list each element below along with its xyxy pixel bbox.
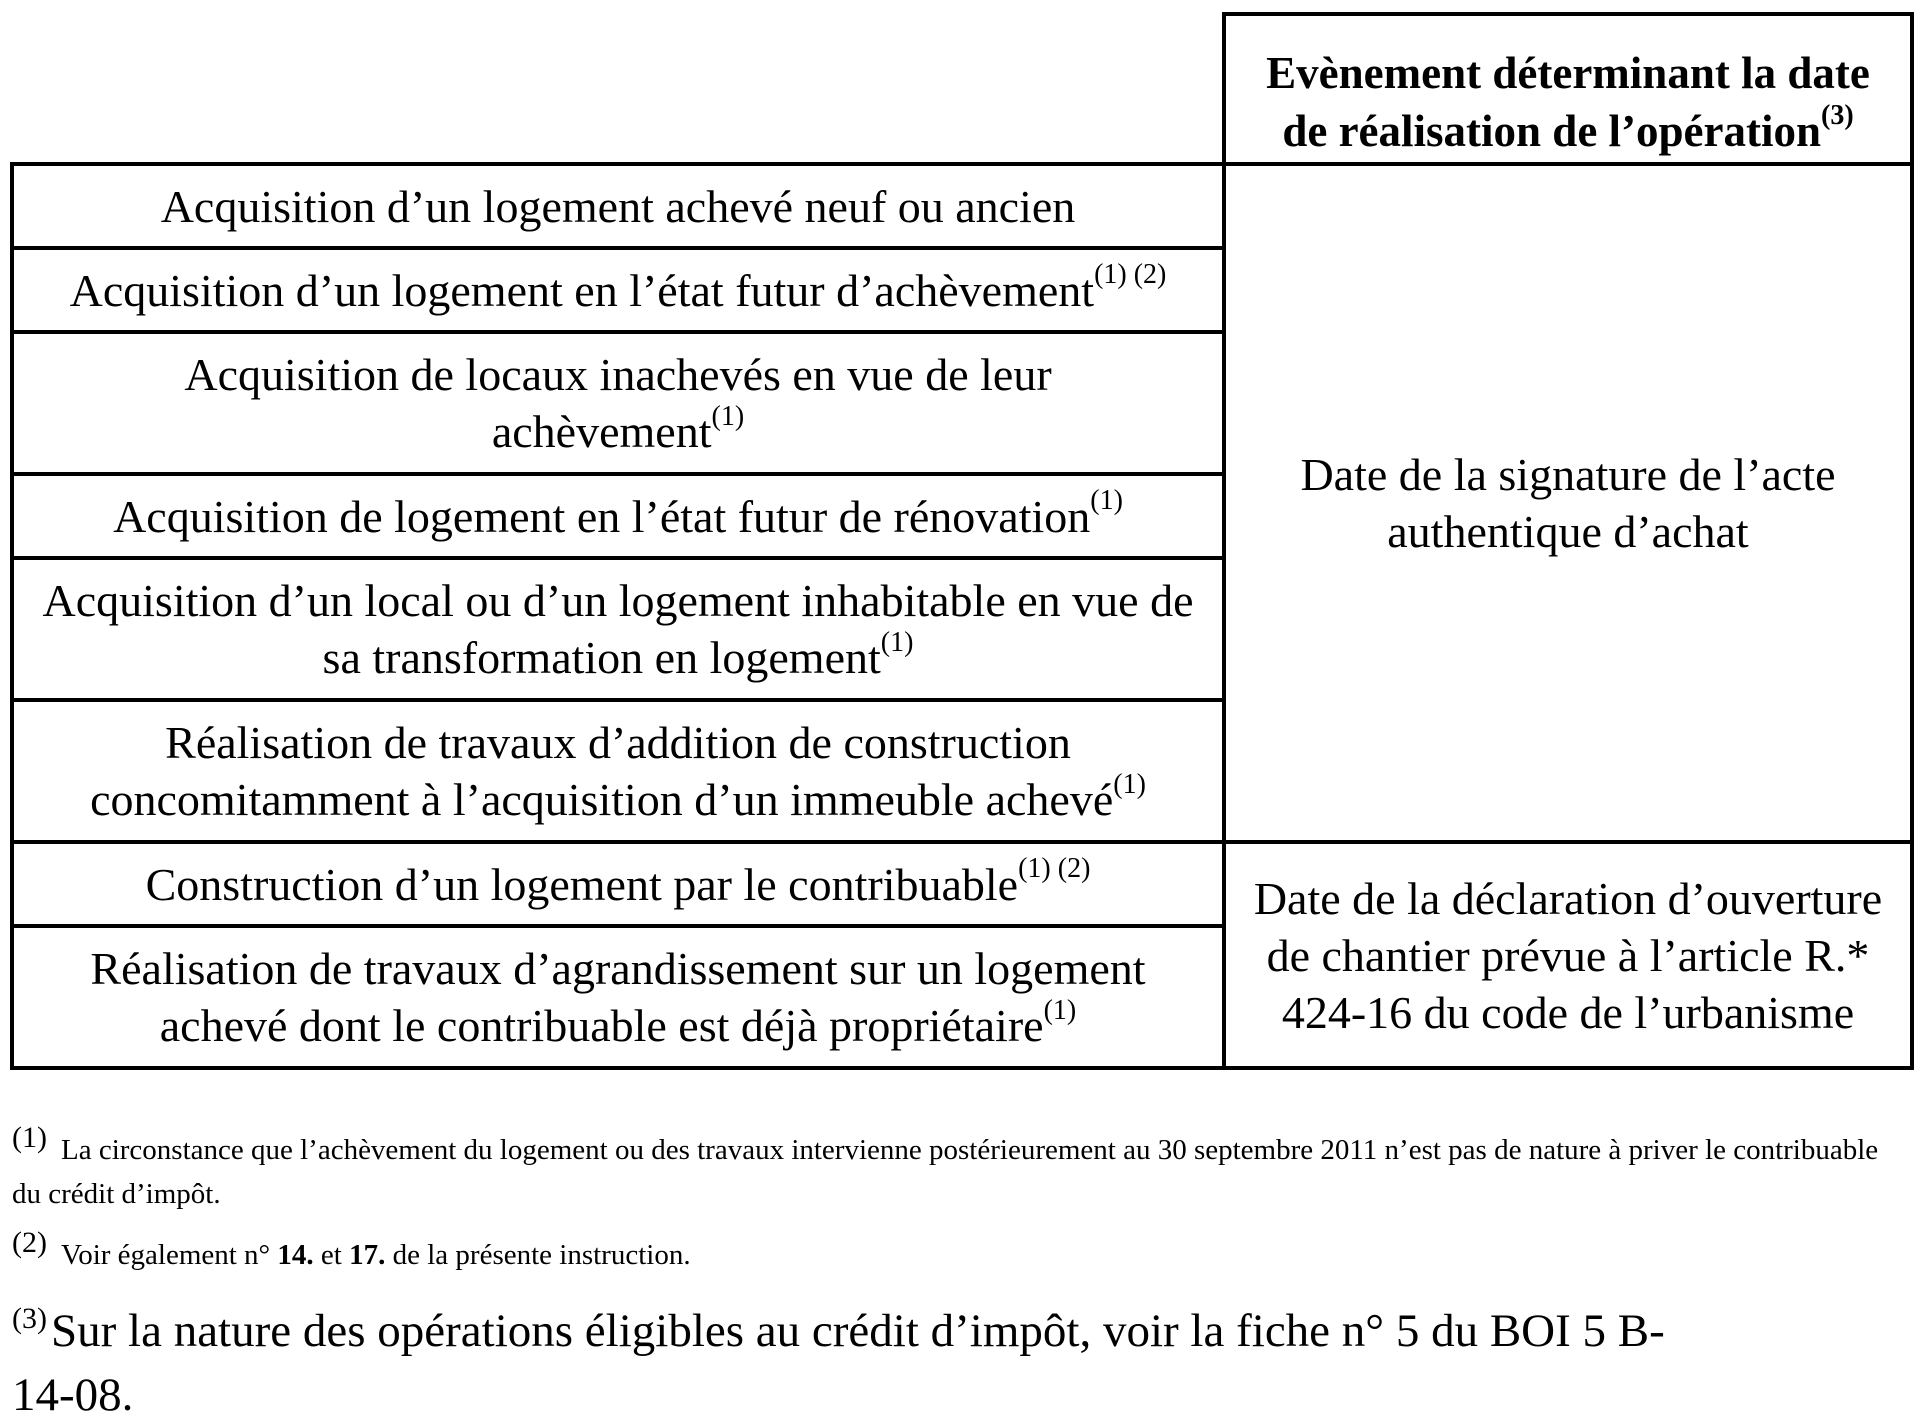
event-cell-chantier <box>1224 842 1912 1068</box>
footnote-2 <box>12 1226 1902 1277</box>
footnote-text: Sur la nature des opérations éligibles au crédit d’impôt, voir la fiche n° 5 du BOI 5 B-14-08. <box>12 1305 1665 1421</box>
operation-cell <box>12 332 1224 474</box>
footnote-ref: (1) <box>1090 485 1123 517</box>
footnote-text-mid: et <box>320 1239 342 1271</box>
operation-cell <box>12 926 1224 1068</box>
operation-text: Réalisation de travaux d’agrandissement sur un logement achevé dont le contribuable est déjà propriétaire <box>90 943 1146 1051</box>
operation-text: Acquisition de locaux inachevés en vue de leur achèvement <box>184 349 1052 457</box>
operation-cell <box>12 248 1224 332</box>
footnote-ref-14: 14. <box>277 1239 314 1271</box>
operation-cell <box>12 164 1224 248</box>
operation-text: Acquisition d’un logement achevé neuf ou ancien <box>160 180 1076 232</box>
footnote-ref: (1) <box>711 400 745 432</box>
footnote-ref: (1) <box>880 626 914 658</box>
footnote-marker: (2) <box>12 1226 47 1259</box>
operation-text: Réalisation de travaux d’addition de construction concomitamment à l’acquisition d’un immeuble achevé <box>90 717 1114 825</box>
header-line2: de réalisation de l’opération <box>1282 106 1822 156</box>
footnote-marker: (1) <box>12 1121 47 1154</box>
footnote-ref: (1) (2) <box>1094 259 1167 291</box>
footnote-marker: (3) <box>12 1302 47 1335</box>
table-header-row <box>12 14 1912 164</box>
operation-text: Acquisition d’un logement en l’état futur d’achèvement <box>69 264 1095 316</box>
header-line1: Evènement déterminant la date <box>1266 48 1870 98</box>
footnote-1 <box>12 1121 1902 1216</box>
operation-text: Acquisition d’un local ou d’un logement inhabitable en vue de sa transformation en logement <box>42 575 1194 683</box>
event-column-header <box>1224 14 1912 164</box>
header-footnote-ref: (3) <box>1821 100 1854 131</box>
footnote-text-suffix: de la présente instruction. <box>392 1239 691 1271</box>
footnote-ref: (1) <box>1043 994 1077 1026</box>
operation-cell <box>12 700 1224 842</box>
footnote-text: La circonstance que l’achèvement du logement ou des travaux intervienne postérieurement au 30 septembre 2011 n’est pas de nature à priver le contribuable du crédit d’impôt. <box>12 1134 1879 1210</box>
table-row <box>12 164 1912 248</box>
footnote-text-prefix: Voir également n° <box>60 1239 271 1271</box>
footnote-ref: (1) (2) <box>1018 853 1091 885</box>
event-text: Date de la déclaration d’ouverture de chantier prévue à l’article R.* 424-16 du code de l’urbanisme <box>1253 872 1883 1038</box>
footnote-ref-17: 17. <box>349 1239 386 1271</box>
operation-text: Construction d’un logement par le contribuable <box>145 858 1019 910</box>
operation-cell <box>12 558 1224 700</box>
operations-table <box>10 12 1914 1070</box>
operation-cell <box>12 474 1224 558</box>
operation-cell <box>12 842 1224 926</box>
event-cell-signature <box>1224 164 1912 842</box>
header-empty-cell <box>12 14 1224 164</box>
table-row <box>12 842 1912 926</box>
footnote-ref: (1) <box>1113 768 1146 800</box>
operation-text: Acquisition de logement en l’état futur de rénovation <box>113 490 1091 542</box>
event-text: Date de la signature de l’acte authentique d’achat <box>1300 449 1836 557</box>
footnote-3 <box>12 1302 1712 1424</box>
